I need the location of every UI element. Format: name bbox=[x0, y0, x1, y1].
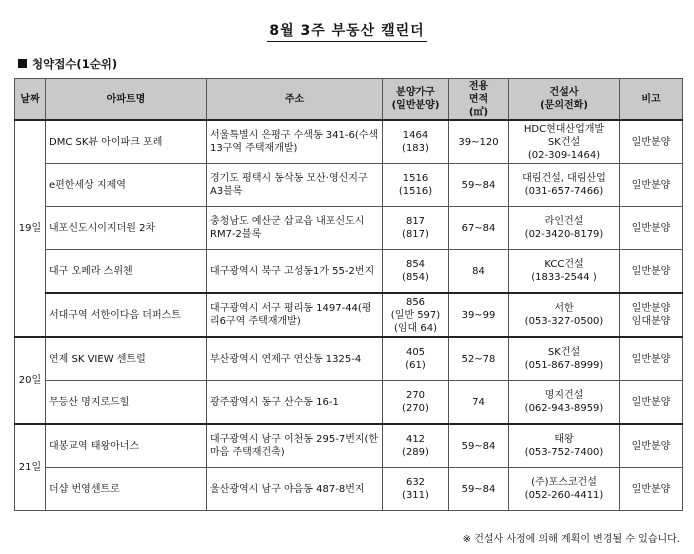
area-cell: 67~84 bbox=[449, 207, 509, 250]
builder-cell: 태왕 (053-752-7400) bbox=[509, 424, 620, 468]
apartment-name: 무등산 명지로드힐 bbox=[46, 381, 207, 425]
area-cell: 39~120 bbox=[449, 120, 509, 164]
apartment-name: 더샵 번영센트로 bbox=[46, 468, 207, 511]
table-row bbox=[15, 468, 683, 511]
apartment-name: 대구 오페라 스위첸 bbox=[46, 250, 207, 294]
note-cell: 일반분양 bbox=[620, 381, 683, 425]
date-cell: 21일 bbox=[15, 424, 46, 511]
units-cell: 856 (일반 597) (임대 64) bbox=[383, 293, 449, 337]
note-cell: 일반분양 bbox=[620, 250, 683, 294]
area-cell: 59~84 bbox=[449, 468, 509, 511]
table-header-row bbox=[15, 79, 683, 121]
note-cell: 일반분양 bbox=[620, 164, 683, 207]
builder-cell: (주)포스코건설 (052-260-4411) bbox=[509, 468, 620, 511]
header-address: 주소 bbox=[207, 79, 383, 121]
apartment-name: 대봉교역 태왕아너스 bbox=[46, 424, 207, 468]
table-row bbox=[15, 164, 683, 207]
area-cell: 74 bbox=[449, 381, 509, 425]
units-cell: 270 (270) bbox=[383, 381, 449, 425]
table-row bbox=[15, 250, 683, 294]
section-heading bbox=[18, 56, 117, 72]
units-cell: 854 (854) bbox=[383, 250, 449, 294]
address-cell: 대구광역시 북구 고성동1가 55-2번지 bbox=[207, 250, 383, 294]
page-title: 8월 3주 부동산 캘린더 bbox=[0, 20, 694, 40]
units-cell: 632 (311) bbox=[383, 468, 449, 511]
table-row bbox=[15, 207, 683, 250]
address-cell: 대구광역시 남구 이천동 295-7번지(한마음 주택재건축) bbox=[207, 424, 383, 468]
table-row bbox=[15, 337, 683, 381]
note-cell: 일반분양 bbox=[620, 207, 683, 250]
note-cell: 일반분양 bbox=[620, 468, 683, 511]
apartment-name: 내포신도시이지더원 2차 bbox=[46, 207, 207, 250]
address-cell: 서울특별시 은평구 수색동 341-6(수색13구역 주택재개발) bbox=[207, 120, 383, 164]
address-cell: 경기도 평택시 동삭동 모산·영신지구 A3블록 bbox=[207, 164, 383, 207]
footnote: ※ 건설사 사정에 의해 계획이 변경될 수 있습니다. bbox=[462, 534, 680, 545]
builder-cell: 서한 (053-327-0500) bbox=[509, 293, 620, 337]
header-units: 분양가구 (일반분양) bbox=[383, 79, 449, 121]
header-builder: 건설사 (문의전화) bbox=[509, 79, 620, 121]
note-cell: 일반분양 bbox=[620, 120, 683, 164]
note-cell: 일반분양 임대분양 bbox=[620, 293, 683, 337]
area-cell: 84 bbox=[449, 250, 509, 294]
units-cell: 1464 (183) bbox=[383, 120, 449, 164]
builder-cell: SK건설 (051-867-8999) bbox=[509, 337, 620, 381]
header-area: 전용 면적 (㎡) bbox=[449, 79, 509, 121]
table-row bbox=[15, 381, 683, 425]
address-cell: 부산광역시 연제구 연산동 1325-4 bbox=[207, 337, 383, 381]
address-cell: 광주광역시 동구 산수동 16-1 bbox=[207, 381, 383, 425]
date-cell: 19일 bbox=[15, 120, 46, 337]
area-cell: 39~99 bbox=[449, 293, 509, 337]
units-cell: 817 (817) bbox=[383, 207, 449, 250]
calendar-table bbox=[14, 78, 683, 511]
units-cell: 1516 (1516) bbox=[383, 164, 449, 207]
apartment-name: 서대구역 서한이다음 더퍼스트 bbox=[46, 293, 207, 337]
apartment-name: 연제 SK VIEW 센트럴 bbox=[46, 337, 207, 381]
apartment-name: DMC SK뷰 아이파크 포레 bbox=[46, 120, 207, 164]
address-cell: 대구광역시 서구 평리동 1497-44(평리6구역 주택재개발) bbox=[207, 293, 383, 337]
apartment-name: e편한세상 지제역 bbox=[46, 164, 207, 207]
units-cell: 412 (289) bbox=[383, 424, 449, 468]
header-note: 비고 bbox=[620, 79, 683, 121]
header-apartment: 아파트명 bbox=[46, 79, 207, 121]
builder-cell: 대림건설, 대림산업 (031-657-7466) bbox=[509, 164, 620, 207]
note-cell: 일반분양 bbox=[620, 337, 683, 381]
area-cell: 52~78 bbox=[449, 337, 509, 381]
table-row bbox=[15, 293, 683, 337]
builder-cell: 라인건설 (02-3420-8179) bbox=[509, 207, 620, 250]
date-cell: 20일 bbox=[15, 337, 46, 424]
area-cell: 59~84 bbox=[449, 424, 509, 468]
units-cell: 405 (61) bbox=[383, 337, 449, 381]
header-date: 날짜 bbox=[15, 79, 46, 121]
address-cell: 충청남도 예산군 삽교읍 내포신도시 RM7-2블록 bbox=[207, 207, 383, 250]
section-title: 청약접수(1순위) bbox=[32, 57, 118, 71]
table-row bbox=[15, 120, 683, 164]
square-bullet-icon bbox=[18, 59, 27, 68]
builder-cell: 명지건설 (062-943-8959) bbox=[509, 381, 620, 425]
builder-cell: HDC현대산업개발 SK건설 (02-309-1464) bbox=[509, 120, 620, 164]
note-cell: 일반분양 bbox=[620, 424, 683, 468]
table-row bbox=[15, 424, 683, 468]
area-cell: 59~84 bbox=[449, 164, 509, 207]
builder-cell: KCC건설 (1833-2544 ) bbox=[509, 250, 620, 294]
address-cell: 울산광역시 남구 야음동 487-8번지 bbox=[207, 468, 383, 511]
